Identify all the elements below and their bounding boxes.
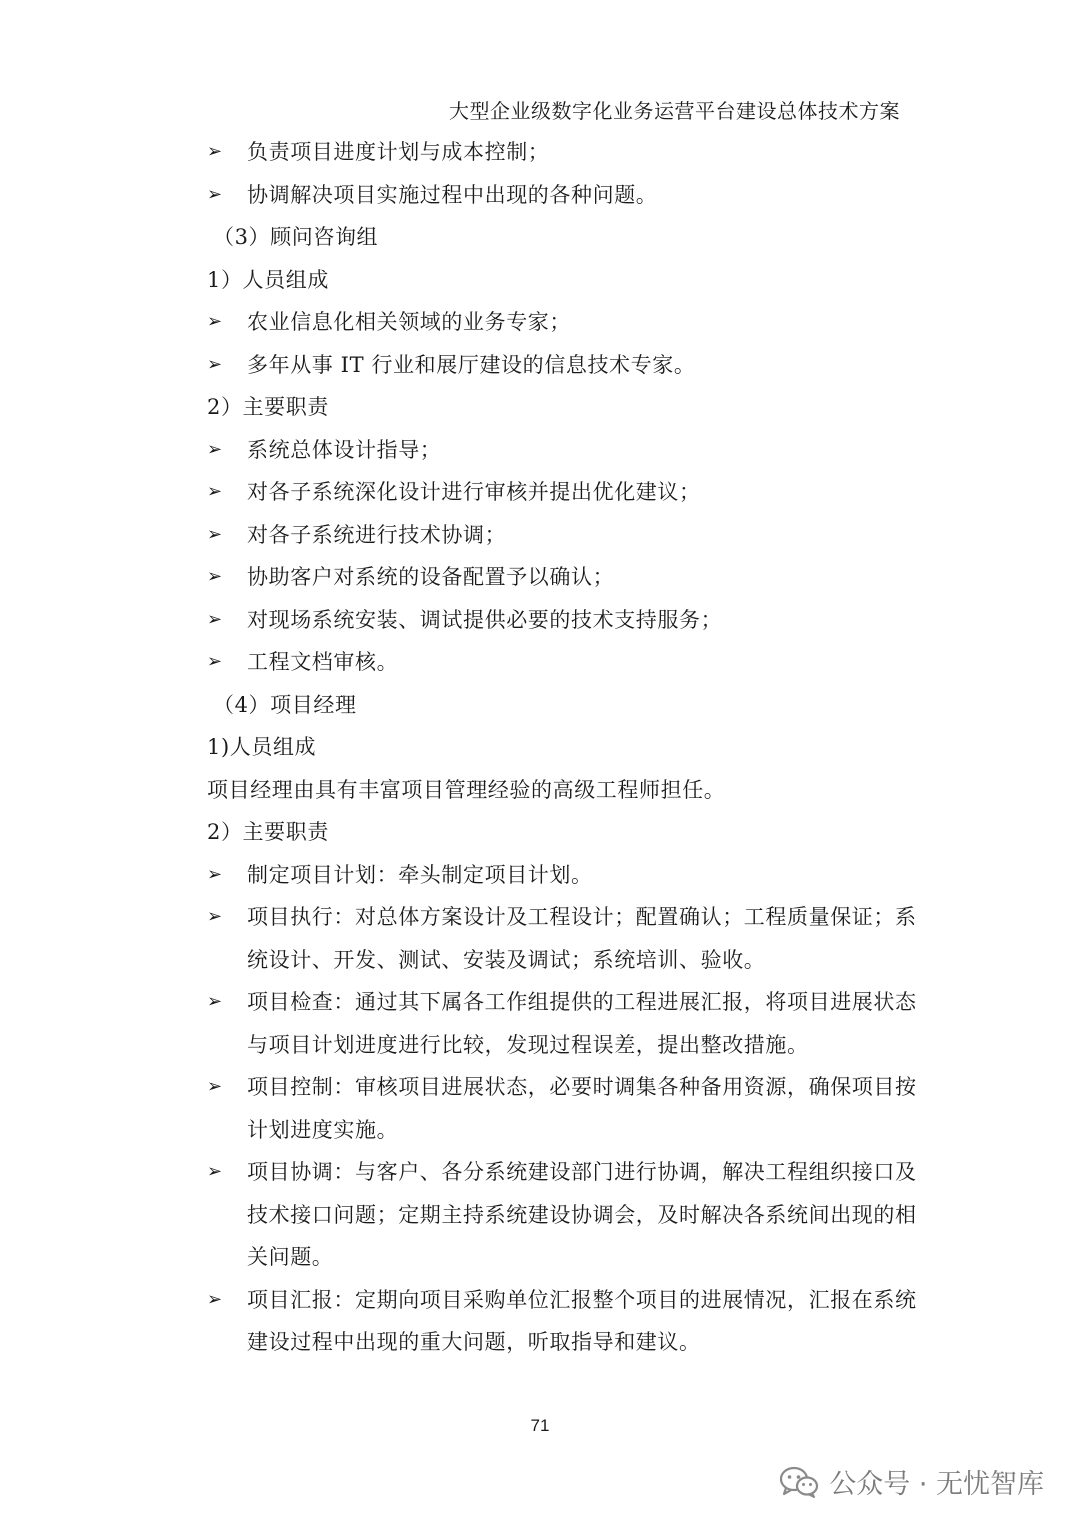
section-heading-4: （4）项目经理 [213,692,357,717]
bullet-text: 项目汇报：定期向项目采购单位汇报整个项目的进展情况，汇报在系统建设过程中出现的重大问题，听取指导和建议。 [247,1287,917,1354]
bullet-text: 对各子系统进行技术协调； [247,522,507,547]
bullet-arrow-icon: ➢ [207,1076,223,1097]
subheading-composition: 1)人员组成 [207,735,317,759]
bullet-arrow-icon: ➢ [207,481,223,502]
bullet-item [207,896,919,981]
bullet-item [207,174,919,217]
bullet-text: 多年从事 IT 行业和展厅建设的信息技术专家。 [247,352,696,377]
bullet-text: 协调解决项目实施过程中出现的各种问题。 [247,182,658,207]
bullet-text: 农业信息化相关领域的业务专家； [247,310,571,334]
bullet-text: 工程文档审核。 [247,650,399,674]
watermark-text: 公众号 · 无忧智库 [829,1469,1044,1500]
page-number: 71 [530,1416,550,1435]
bullet-text: 协助客户对系统的设备配置予以确认； [247,565,615,589]
bullet-item [207,514,919,557]
bullet-text: 项目控制：审核项目进展状态，必要时调集各种备用资源，确保项目按计划进度实施。 [247,1075,917,1142]
body-paragraph: 项目经理由具有丰富项目管理经验的高级工程师担任。 [207,777,726,802]
bullet-item [207,641,919,684]
bullet-item [207,429,919,472]
bullet-text: 对各子系统深化设计进行审核并提出优化建议； [247,480,701,504]
bullet-text: 对现场系统安装、调试提供必要的技术支持服务； [247,607,723,632]
header-divider [205,124,920,125]
bullet-item [207,344,919,387]
bullet-arrow-icon: ➢ [207,991,223,1012]
bullet-arrow-icon: ➢ [207,906,223,927]
bullet-text: 系统总体设计指导； [247,437,442,462]
bullet-text: 项目检查：通过其下属各工作组提供的工程进展汇报，将项目进展状态与项目计划进度进行比较，发现过程误差，提出整改措施。 [247,990,917,1057]
bullet-item [207,301,919,344]
wechat-icon [779,1466,819,1498]
bullet-item [207,471,919,514]
bullet-item [207,1279,919,1364]
bullet-arrow-icon: ➢ [207,566,223,587]
bullet-item [207,556,919,599]
bullet-text: 项目执行：对总体方案设计及工程设计；配置确认；工程质量保证；系统设计、开发、测试、安装及调试；系统培训、验收。 [247,905,917,972]
bullet-item [207,1066,919,1151]
subheading-composition: 1）人员组成 [207,267,329,292]
bullet-text: 项目协调：与客户、各分系统建设部门进行协调，解决工程组织接口及技术接口问题；定期主持系统建设协调会，及时解决各系统间出现的相关问题。 [247,1160,917,1269]
bullet-item [207,981,919,1066]
bullet-text: 制定项目计划：牵头制定项目计划。 [247,862,593,887]
bullet-item [207,131,919,174]
bullet-arrow-icon: ➢ [207,608,223,630]
document-header-title: 大型企业级数字化业务运营平台建设总体技术方案 [449,99,900,123]
section-heading-3: （3）顾问咨询组 [213,225,379,249]
bullet-item [207,599,919,642]
document-body [207,131,919,1364]
bullet-arrow-icon: ➢ [207,438,223,460]
bullet-arrow-icon: ➢ [207,1288,223,1310]
bullet-arrow-icon: ➢ [207,863,223,885]
bullet-arrow-icon: ➢ [207,353,223,375]
bullet-item [207,1151,919,1279]
bullet-arrow-icon: ➢ [207,1161,223,1182]
subheading-duties: 2）主要职责 [207,820,329,844]
watermark [779,1462,1044,1501]
bullet-arrow-icon: ➢ [207,311,223,332]
bullet-text: 负责项目进度计划与成本控制； [247,140,550,164]
bullet-arrow-icon: ➢ [207,651,223,672]
bullet-arrow-icon: ➢ [207,183,223,205]
bullet-item [207,854,919,897]
subheading-duties: 2）主要职责 [207,395,329,419]
bullet-arrow-icon: ➢ [207,523,223,545]
bullet-arrow-icon: ➢ [207,141,223,162]
